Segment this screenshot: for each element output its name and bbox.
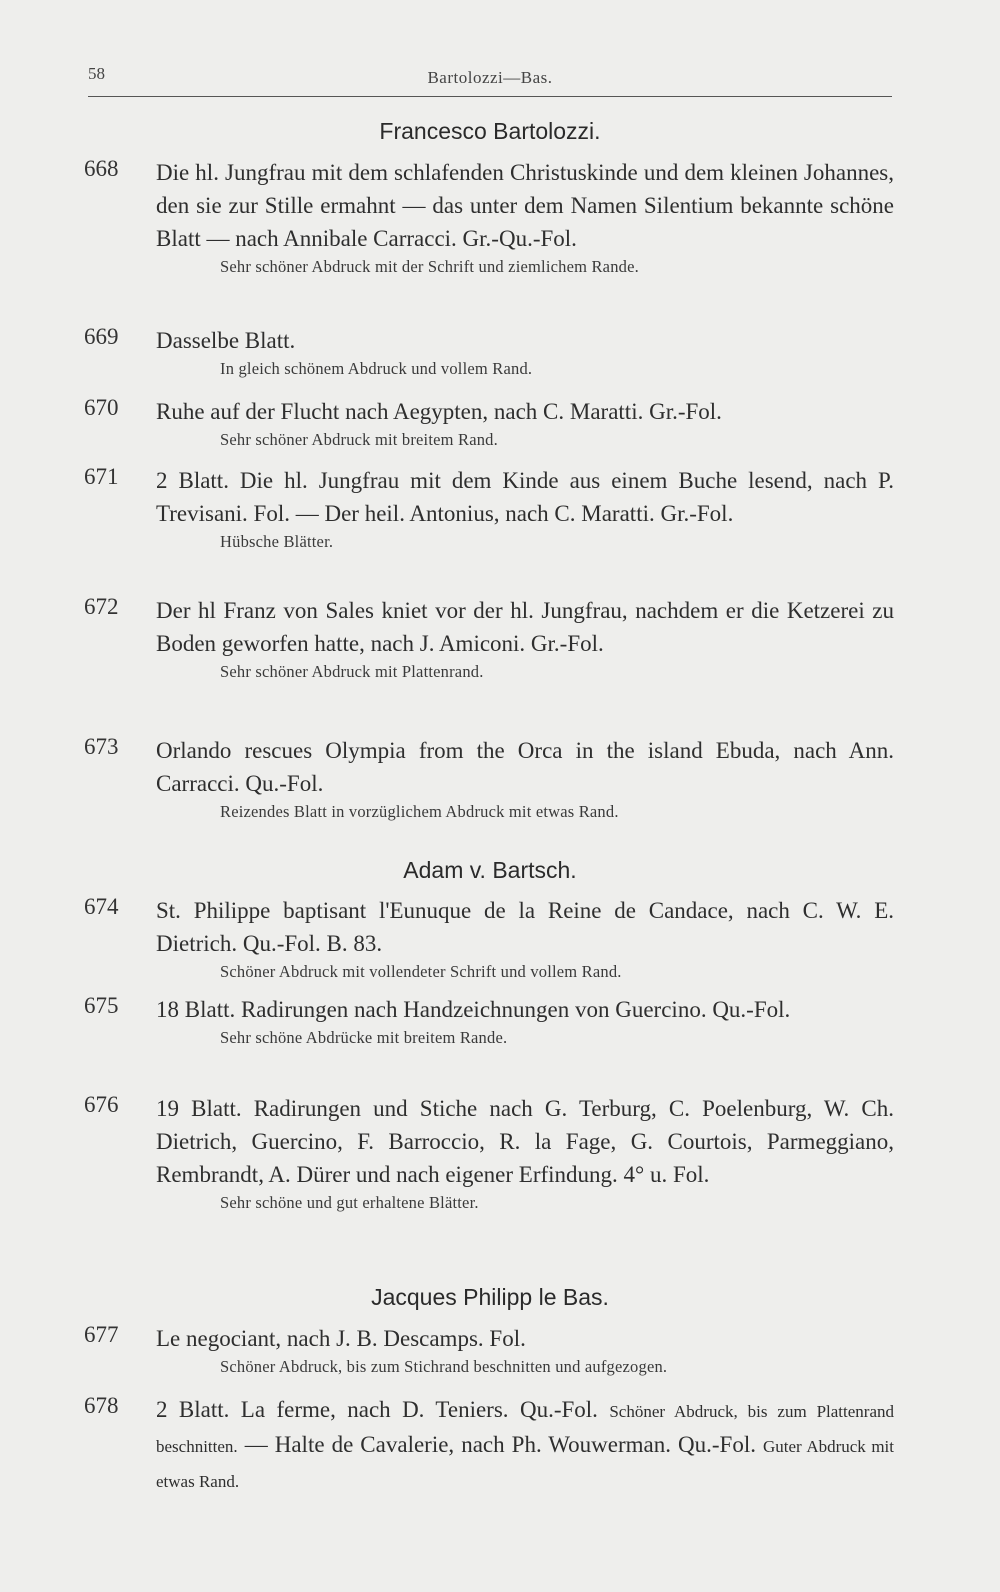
lot-description: Der hl Franz von Sales kniet vor der hl. Jungfrau, nachdem er die Ketzerei zu Boden geworfen hatte, nach J. Amiconi. Gr.-Fol. — [156, 598, 894, 656]
lot-number: 668 — [84, 156, 119, 181]
lot-description: 2 Blatt. Die hl. Jungfrau mit dem Kinde aus einem Buche lesend, nach P. Trevisani. Fol. — Der heil. Antonius, nach C. Maratti. Gr.-Fol. — [156, 468, 894, 526]
lot-number: 674 — [84, 894, 119, 919]
running-head: Bartolozzi—Bas. — [427, 68, 553, 87]
lot-678 — [84, 1393, 896, 1498]
lot-description: 19 Blatt. Radirungen und Stiche nach G. Terburg, C. Poelenburg, W. Ch. Dietrich, Guercino, F. Barroccio, R. la Fage, G. Courtois, Parmeggiano, Rembrandt, A. Dürer und nach eigener Erfindung. 4° u. Fol. — [156, 1096, 894, 1187]
lot-number: 670 — [84, 395, 119, 420]
lot-note: Sehr schöne Abdrücke mit breitem Rande. — [220, 1028, 508, 1047]
lot-note: Hübsche Blätter. — [220, 532, 334, 551]
lot-672 — [84, 594, 896, 682]
lot-note: Sehr schöner Abdruck mit breitem Rand. — [220, 430, 498, 449]
artist-heading-bartolozzi: Francesco Bartolozzi. — [379, 118, 601, 144]
lot-670 — [84, 395, 896, 450]
lot-description: Dasselbe Blatt. — [156, 328, 296, 353]
lot-671 — [84, 464, 896, 552]
lot-description — [156, 1393, 894, 1498]
lot-note: In gleich schönem Abdruck und vollem Rand. — [220, 359, 533, 378]
page-header — [88, 64, 892, 97]
lot-description: Le negociant, nach J. B. Descamps. Fol. — [156, 1326, 526, 1351]
lot-note: Schöner Abdruck, bis zum Stichrand beschnitten und aufgezogen. — [220, 1357, 668, 1376]
lot-674 — [84, 894, 896, 982]
lot-description: Die hl. Jungfrau mit dem schlafenden Christuskinde und dem kleinen Johannes, den sie zur Stille ermahnt — das unter dem Namen Silentium bekannte schöne Blatt — nach Annibale Carracci. Gr.-Qu.-Fol. — [156, 160, 894, 251]
lot-number: 677 — [84, 1322, 119, 1347]
lot-669 — [84, 324, 896, 379]
lot-description-part-2: — Halte de Cavalerie, nach Ph. Wouwerman. Qu.-Fol. — [244, 1432, 756, 1457]
lot-note: Schöner Abdruck mit vollendeter Schrift und vollem Rand. — [220, 962, 622, 981]
lot-note: Sehr schöner Abdruck mit Plattenrand. — [220, 662, 484, 681]
page-number: 58 — [88, 64, 105, 83]
lot-675 — [84, 993, 896, 1048]
lot-description: Ruhe auf der Flucht nach Aegypten, nach C. Maratti. Gr.-Fol. — [156, 399, 722, 424]
lot-676 — [84, 1092, 896, 1213]
lot-description-part-1: 2 Blatt. La ferme, nach D. Teniers. Qu.-Fol. — [156, 1397, 598, 1422]
lot-number: 671 — [84, 464, 119, 489]
lot-677 — [84, 1322, 896, 1377]
lot-668 — [84, 156, 896, 277]
lot-note: Sehr schöne und gut erhaltene Blätter. — [220, 1193, 479, 1212]
lot-note: Sehr schöner Abdruck mit der Schrift und ziemlichem Rande. — [220, 257, 639, 276]
lot-number: 678 — [84, 1393, 119, 1418]
lot-number: 669 — [84, 324, 119, 349]
lot-number: 675 — [84, 993, 119, 1018]
lot-inline-note-1: Schöner Abdruck, bis zum Plattenrand beschnitten. — [156, 1402, 895, 1456]
lot-description: St. Philippe baptisant l'Eunuque de la Reine de Candace, nach C. W. E. Dietrich. Qu.-Fol. B. 83. — [156, 898, 894, 956]
lot-number: 672 — [84, 594, 119, 619]
lot-inline-note-2: Guter Abdruck mit etwas Rand. — [156, 1437, 894, 1491]
lot-number: 673 — [84, 734, 119, 759]
lot-number: 676 — [84, 1092, 119, 1117]
lot-description: Orlando rescues Olympia from the Orca in the island Ebuda, nach Ann. Carracci. Qu.-Fol. — [156, 738, 894, 796]
artist-heading-lebas: Jacques Philipp le Bas. — [371, 1284, 609, 1310]
lot-673 — [84, 734, 896, 822]
artist-heading-bartsch: Adam v. Bartsch. — [403, 857, 577, 883]
lot-note: Reizendes Blatt in vorzüglichem Abdruck mit etwas Rand. — [220, 802, 619, 821]
lot-description: 18 Blatt. Radirungen nach Handzeichnungen von Guercino. Qu.-Fol. — [156, 997, 791, 1022]
